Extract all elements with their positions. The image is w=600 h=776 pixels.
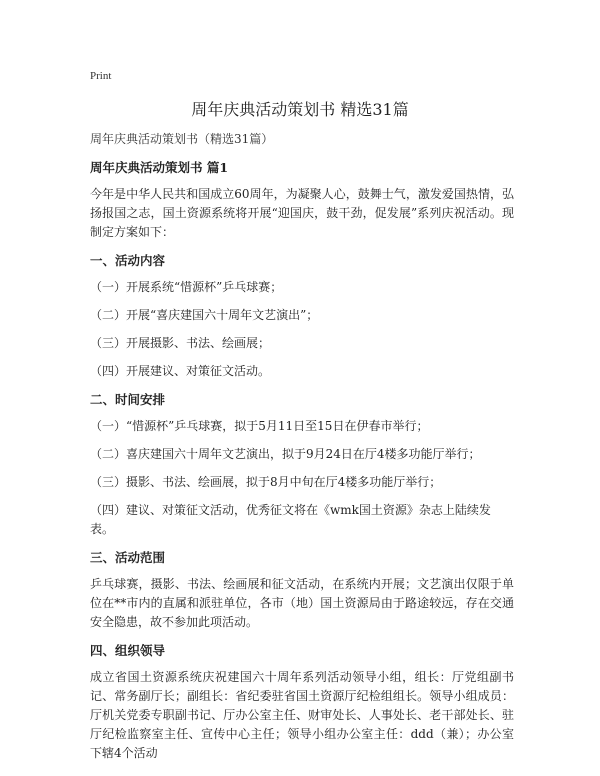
list-item: （二）喜庆建国六十周年文艺演出，拟于9月24日在厅4楼多功能厅举行； xyxy=(90,447,481,461)
list-item: （三）摄影、书法、绘画展，拟于8月中旬在厅4楼多功能厅举行； xyxy=(90,475,442,489)
list-item: （三）开展摄影、书法、绘画展； xyxy=(90,336,271,350)
section-heading-scope: 三、活动范围 xyxy=(90,550,166,565)
list-item: （一）开展系统“惜源杯”乒乓球赛； xyxy=(90,280,283,294)
section-heading-leadership: 四、组织领导 xyxy=(90,643,166,658)
list-item: （四）建议、对策征文活动，优秀征文将在《wmk国土资源》杂志上陆续发表。 xyxy=(90,503,491,536)
article-subtitle: 周年庆典活动策划书（精选31篇） xyxy=(90,132,274,146)
page-title: 周年庆典活动策划书 精选31篇 xyxy=(191,100,409,119)
article-body xyxy=(90,130,514,772)
section-heading-content: 一、活动内容 xyxy=(90,253,166,268)
list-item: （二）开展“喜庆建国六十周年文艺演出”； xyxy=(90,308,319,322)
list-item: （一）“惜源杯”乒乓球赛，拟于5月11日至15日在伊春市举行； xyxy=(90,419,429,433)
section-heading-schedule: 二、时间安排 xyxy=(90,392,166,407)
print-link[interactable]: Print xyxy=(90,70,112,82)
list-item: （四）开展建议、对策征文活动。 xyxy=(90,364,271,378)
scope-paragraph: 乒乓球赛，摄影、书法、绘画展和征文活动，在系统内开展；文艺演出仅限于单位在**市内的直属和派驻单位，各市（地）国土资源局由于路途较远，存在交通安全隐患，故不参加此项活动。 xyxy=(90,577,514,629)
intro-paragraph: 今年是中华人民共和国成立60周年，为凝聚人心，鼓舞士气，激发爱国热情，弘扬报国之志，国土资源系统将开展“迎国庆，鼓干劲，促发展”系列庆祝活动。现制定方案如下： xyxy=(90,187,514,239)
leadership-paragraph: 成立省国土资源系统庆祝建国六十周年系列活动领导小组，组长：厅党组副书记、常务副厅长；副组长：省纪委驻省国土资源厅纪检组组长。领导小组成员：厅机关党委专职副书记、厅办公室主任、财审处长、人事处长、老干部处长、驻厅纪检监察室主任、宣传中心主任；领导小组办公室主任：ddd（兼）；办公室下辖4个活动 xyxy=(90,670,514,760)
article-heading: 周年庆典活动策划书 篇1 xyxy=(90,160,229,175)
